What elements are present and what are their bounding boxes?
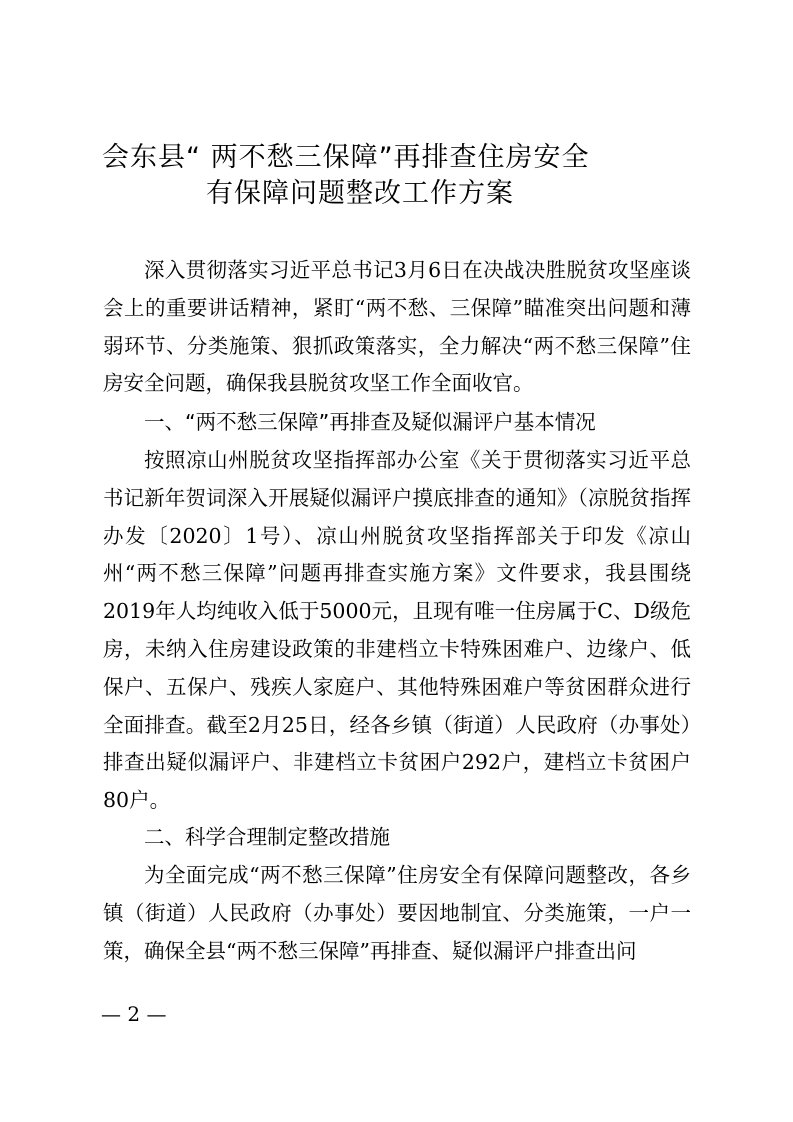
section-heading-2: 二、科学合理制定整改措施 xyxy=(144,825,390,849)
section-heading-1: 一、“两不愁三保障”再排查及疑似漏评户基本情况 xyxy=(144,410,596,434)
page-number: — 2 — xyxy=(101,1002,167,1026)
section-2-paragraph: 为全面完成“两不愁三保障”住房安全有保障问题整改，各乡镇（街道）人民政府（办事处）要因地制宜、分类施策，一户一策，确保全县“两不愁三保障”再排查、疑似漏评户排查出问 xyxy=(103,863,691,963)
intro-paragraph: 深入贯彻落实习近平总书记3月6日在决战决胜脱贫攻坚座谈会上的重要讲话精神，紧盯“两不愁、三保障”瞄准突出问题和薄弱环节、分类施策、狠抓政策落实，全力解决“两不愁三保障”住房安全问题，确保我县脱贫攻坚工作全面收官。 xyxy=(103,258,691,396)
document-title-line-2: 有保障问题整改工作方案 xyxy=(206,178,514,209)
document-title-line-1: 会东县“ 两不愁三保障”再排查住房安全 xyxy=(102,142,590,173)
section-1-paragraph: 按照凉山州脱贫攻坚指挥部办公室《关于贯彻落实习近平总书记新年贺词深入开展疑似漏评户摸底排查的通知》（凉脱贫指挥办发〔2020〕1号）、凉山州脱贫攻坚指挥部关于印发《凉山州“两不愁三保障”问题再排查实施方案》文件要求，我县围绕2019年人均纯收入低于5000元，且现有唯一住房属于C、D级危房，未纳入住房建设政策的非建档立卡特殊困难户、边缘户、低保户、五保户、残疾人家庭户、其他特殊困难户等贫困群众进行全面排查。截至2月25日，经各乡镇（街道）人民政府（办事处）排查出疑似漏评户、非建档立卡贫困户292户，建档立卡贫困户80户。 xyxy=(103,448,691,813)
